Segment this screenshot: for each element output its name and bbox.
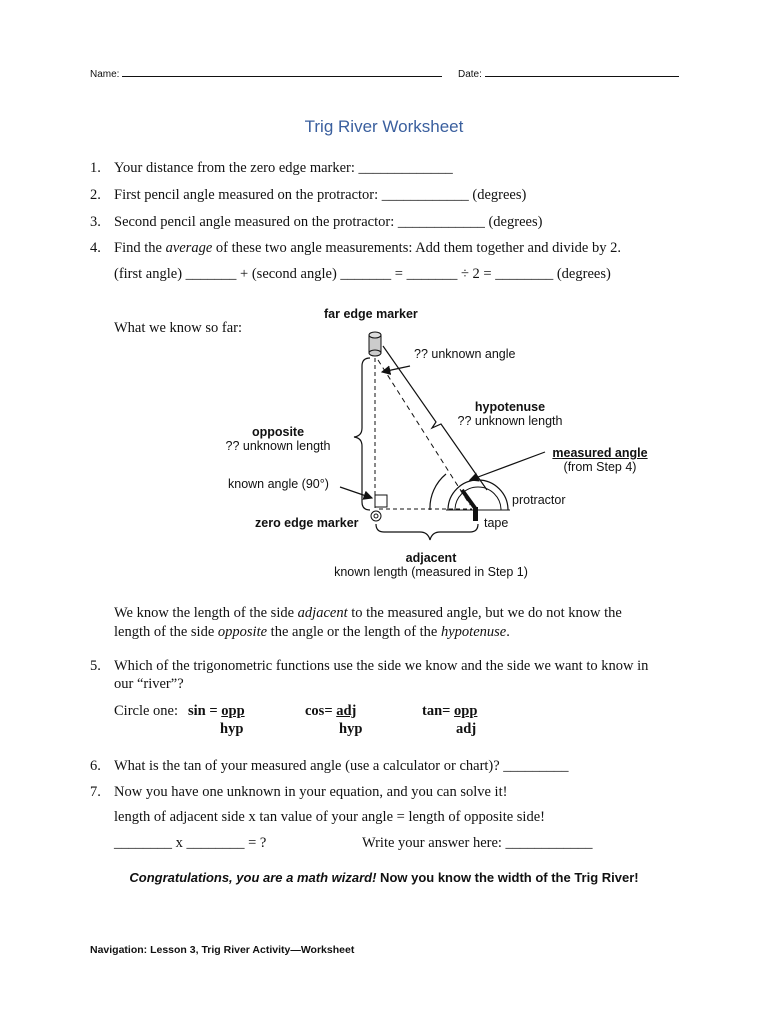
question-emphasis: average bbox=[165, 240, 213, 256]
explain-line-2 bbox=[114, 624, 510, 641]
question-number: 4. bbox=[90, 240, 101, 256]
question-text: Now you have one unknown in your equation, and you can solve it! bbox=[114, 784, 508, 800]
question-5-line-2: our “river”? bbox=[114, 676, 184, 692]
question-number: 2. bbox=[90, 187, 101, 203]
pencil-icon bbox=[462, 490, 475, 508]
congrats-italic: Congratulations, you are a math wizard! bbox=[129, 870, 377, 885]
congrats-rest: Now you know the width of the Trig River! bbox=[376, 870, 639, 885]
date-label: Date: bbox=[458, 69, 482, 80]
measured-angle-arc bbox=[430, 474, 446, 510]
question-5 bbox=[90, 658, 648, 675]
explain-emphasis-hypotenuse: hypotenuse bbox=[441, 624, 507, 640]
tape-icon bbox=[473, 507, 478, 521]
question-text: What is the tan of your measured angle (use a calculator or chart)? _________ bbox=[114, 758, 569, 774]
protractor-label: protractor bbox=[512, 493, 566, 507]
cos-option[interactable] bbox=[305, 703, 356, 720]
opposite-sub: ?? unknown length bbox=[225, 439, 331, 453]
question-4-line-2: (first angle) _______ + (second angle) _______ = _______ ÷ 2 = ________ (degrees) bbox=[114, 266, 611, 282]
explain-text: . bbox=[506, 624, 510, 640]
footer-navigation: Navigation: Lesson 3, Trig River Activity—Worksheet bbox=[90, 944, 355, 956]
name-label: Name: bbox=[90, 69, 120, 80]
unknown-angle-label: ?? unknown angle bbox=[414, 347, 516, 361]
right-angle-icon bbox=[375, 495, 387, 507]
question-number: 6. bbox=[90, 758, 101, 774]
question-7 bbox=[90, 784, 507, 801]
cos-label: cos= bbox=[305, 703, 337, 719]
far-edge-marker-icon bbox=[369, 332, 381, 356]
question-text: First pencil angle measured on the protractor: ____________ (degrees) bbox=[114, 187, 527, 203]
measured-angle-arrow bbox=[470, 452, 545, 480]
explain-text: length of the side bbox=[114, 624, 218, 640]
sin-numerator: opp bbox=[221, 703, 245, 719]
measured-angle-title: measured angle bbox=[552, 446, 648, 460]
explain-emphasis-adjacent: adjacent bbox=[297, 605, 348, 621]
question-text: Second pencil angle measured on the protractor: ____________ (degrees) bbox=[114, 214, 543, 230]
measured-angle-label bbox=[545, 446, 655, 474]
explain-text: to the measured angle, but we do not know the bbox=[347, 605, 622, 621]
cos-denominator: hyp bbox=[339, 721, 363, 737]
congrats-message bbox=[0, 870, 768, 885]
known-angle-arrow bbox=[340, 487, 372, 498]
question-6 bbox=[90, 758, 569, 775]
sin-label: sin = bbox=[188, 703, 222, 719]
equation-blanks[interactable]: ________ x ________ = ? bbox=[114, 835, 267, 851]
unknown-angle-arrow bbox=[382, 366, 410, 372]
cos-numerator: adj bbox=[336, 703, 357, 719]
question-number: 1. bbox=[90, 160, 101, 176]
question-text: Which of the trigonometric functions use the side we know and the side we want to know in bbox=[114, 658, 649, 674]
opposite-brace bbox=[354, 358, 370, 510]
explain-line-1 bbox=[114, 605, 622, 622]
sin-denominator: hyp bbox=[220, 721, 244, 737]
page-title: Trig River Worksheet bbox=[304, 117, 464, 136]
zero-edge-marker-icon bbox=[371, 511, 381, 521]
question-number: 7. bbox=[90, 784, 101, 800]
tan-denominator: adj bbox=[456, 721, 477, 737]
zero-edge-marker-label: zero edge marker bbox=[255, 516, 359, 530]
question-number: 3. bbox=[90, 214, 101, 230]
explain-emphasis-opposite: opposite bbox=[217, 624, 268, 640]
tan-option[interactable] bbox=[422, 703, 477, 720]
adjacent-brace bbox=[376, 524, 478, 540]
diagram-intro: What we know so far: bbox=[114, 320, 243, 336]
question-7-line-2: length of adjacent side x tan value of your angle = length of opposite side! bbox=[114, 809, 545, 825]
question-text: Your distance from the zero edge marker: _____________ bbox=[114, 160, 453, 176]
tan-numerator: opp bbox=[454, 703, 478, 719]
explain-text: We know the length of the side bbox=[114, 605, 298, 621]
adjacent-label bbox=[300, 551, 562, 579]
explain-text: the angle or the length of the bbox=[267, 624, 441, 640]
circle-one-label: Circle one: bbox=[114, 703, 179, 719]
hypotenuse-line bbox=[378, 360, 470, 505]
protractor-icon bbox=[446, 480, 510, 510]
far-edge-marker-label: far edge marker bbox=[324, 307, 418, 321]
adjacent-title: adjacent bbox=[405, 551, 457, 565]
hypotenuse-title: hypotenuse bbox=[474, 400, 546, 414]
opposite-label bbox=[218, 425, 338, 453]
known-angle-label: known angle (90°) bbox=[228, 477, 329, 491]
adjacent-sub: known length (measured in Step 1) bbox=[334, 565, 528, 579]
tan-label: tan= bbox=[422, 703, 455, 719]
tape-label: tape bbox=[484, 516, 509, 530]
answer-field[interactable]: Write your answer here: ____________ bbox=[362, 835, 593, 851]
question-text-rest: of these two angle measurements: Add them together and divide by 2. bbox=[212, 240, 621, 256]
opposite-title: opposite bbox=[251, 425, 305, 439]
measured-angle-sub: (from Step 4) bbox=[563, 460, 637, 474]
sin-option[interactable] bbox=[188, 703, 245, 720]
question-text: Find the bbox=[114, 240, 166, 256]
hypotenuse-sub: ?? unknown length bbox=[457, 414, 563, 428]
hypotenuse-label bbox=[455, 400, 565, 428]
question-number: 5. bbox=[90, 658, 101, 674]
